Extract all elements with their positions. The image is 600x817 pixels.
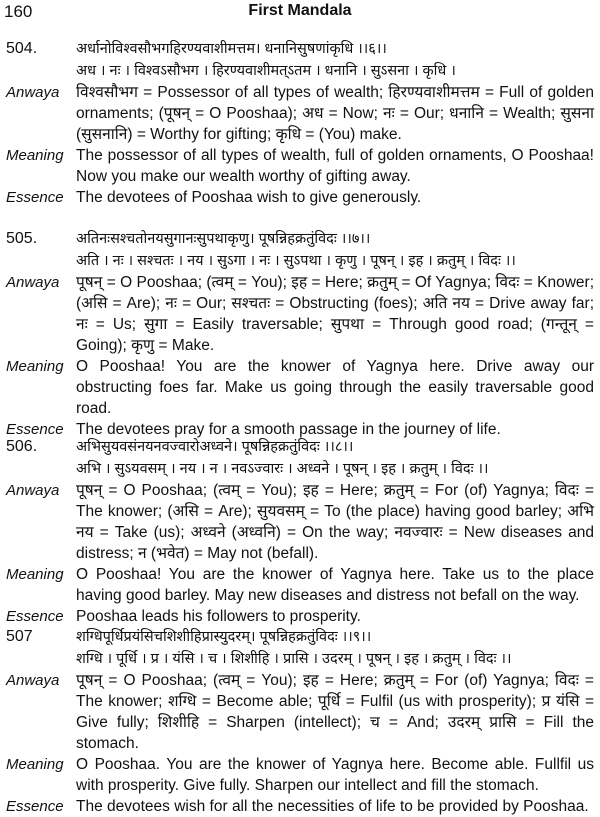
essence-text: The devotees pray for a smooth passage in the journey of life. (76, 421, 501, 438)
anwaya-label: Anwaya (6, 672, 60, 689)
verse-507 (0, 626, 600, 817)
anwaya-text: पूषन् = O Pooshaa; (त्वम् = You); इह = Here; क्रतुम् = For (of) Yagnya; विदः = The knower; शग्धि = Become able; पूर्धि = Fulfil (us with prosperity); प्र यंसि = Give fully; शिशीहि = Sharpen (intellect); च = And; उदरम् प्रासि = Fill the stomach. (76, 672, 594, 752)
essence-text: Pooshaa leads his followers to prosperity. (76, 608, 361, 625)
meaning-label: Meaning (6, 566, 64, 583)
page-number: 160 (4, 2, 33, 21)
meaning-text: The possessor of all types of wealth, full of golden ornaments, O Pooshaa! Now you make our wealth worthy of gifting away. (76, 147, 594, 185)
sanskrit-pada: अभि । सुऽयवसम् । नय । न । नवऽज्वारः । अध्वने । पूषन् । इह । क्रतुम् । विदः ।। (76, 461, 489, 477)
meaning-label: Meaning (6, 358, 64, 375)
meaning-text: O Pooshaa! You are the knower of Yagnya here. Drive away our obstructing foes far. Make us going through the easily traversable good road. (76, 358, 594, 417)
meaning-label: Meaning (6, 147, 64, 164)
anwaya-label: Anwaya (6, 482, 60, 499)
sanskrit-samhita: अतिनःसश्चतोनयसुगानःसुपथाकृणु। पूषन्निहक्रतुंविदः ।।७।। (76, 231, 371, 247)
verse-505 (0, 228, 600, 440)
verse-number: 504. (6, 40, 38, 57)
essence-label: Essence (6, 608, 64, 625)
verse-504 (0, 38, 600, 208)
verse-506 (0, 436, 600, 627)
verse-number: 507 (6, 628, 33, 645)
anwaya-text: पूषन् = O Pooshaa; (त्वम् = You); इह = Here; क्रतुम् = Of Yagnya; विदः = Knower; (असि = Are); नः = Our; सश्चतः = Obstructing (foes); अति नय = Drive away far; नः = Us; सुगा = Easily traversable; सुपथा = Through good road; (गन्तून् = Going); कृणु = Make. (76, 274, 594, 354)
essence-text: The devotees of Pooshaa wish to give generously. (76, 189, 422, 206)
anwaya-label: Anwaya (6, 274, 60, 291)
verse-number: 505. (6, 230, 38, 247)
essence-label: Essence (6, 189, 64, 206)
anwaya-text: विश्वसौभग = Possessor of all types of wealth; हिरण्यवाशीमत्तम = Full of golden ornaments; (पूषन् = O Pooshaa); अध = Now; नः = Our; धनानि = Wealth; सुसना (सुसनानि) = Worthy for gifting; कृधि = (You) make. (76, 84, 594, 143)
essence-label: Essence (6, 421, 64, 438)
essence-text: The devotees wish for all the necessities of life to be provided by Pooshaa. (76, 798, 589, 815)
essence-label: Essence (6, 798, 64, 815)
page-header (0, 0, 600, 26)
sanskrit-pada: शग्धि । पूर्धि । प्र । यंसि । च । शिशीहि । प्रासि । उदरम् । पूषन् । इह । क्रतुम् । विदः ।। (76, 651, 512, 667)
sanskrit-pada: अति । नः । सश्चतः । नय । सुऽगा । नः । सुऽपथा । कृणु । पूषन् । इह । क्रतुम् । विदः ।। (76, 253, 516, 269)
sanskrit-samhita: अर्धानोविश्वसौभगहिरण्यवाशीमत्तम। धनानिसुषणांकृधि ।।६।। (76, 41, 387, 57)
meaning-text: O Pooshaa. You are the knower of Yagnya here. Become able. Fullfil us with prosperity. Give fully. Sharpen our intellect and fill the stomach. (76, 756, 594, 794)
sanskrit-pada: अध । नः । विश्वऽसौभग । हिरण्यवाशीमत्ऽतम । धनानि । सुऽसना । कृधि । (76, 63, 456, 79)
anwaya-text: पूषन् = O Pooshaa; (त्वम् = You); इह = Here; क्रतुम् = For (of) Yagnya; विदः = The knower; (असि = Are); सुयवसम् = To (the place) having good barley; अभि नय = Take (us); अध्वने (अध्वनि) = On the way; नवज्वारः = New diseases and distress; न (भवेत) = May not (befall). (76, 482, 594, 562)
meaning-text: O Pooshaa! You are the knower of Yagnya here. Take us to the place having good barley. May new diseases and distress not befall on the way. (76, 566, 594, 604)
verse-number: 506. (6, 438, 38, 455)
sanskrit-samhita: शग्धिपूर्धिप्रयंसिचशिशीहिप्रास्युदरम्। पूषन्निहक्रतुंविदः ।।९।। (76, 629, 372, 645)
anwaya-label: Anwaya (6, 84, 60, 101)
running-head: First Mandala (248, 2, 352, 19)
sanskrit-samhita: अभिसुयवसंनयनवज्वारोअध्वने। पूषन्निहक्रतुंविदः ।।८।। (76, 439, 354, 455)
meaning-label: Meaning (6, 756, 64, 773)
